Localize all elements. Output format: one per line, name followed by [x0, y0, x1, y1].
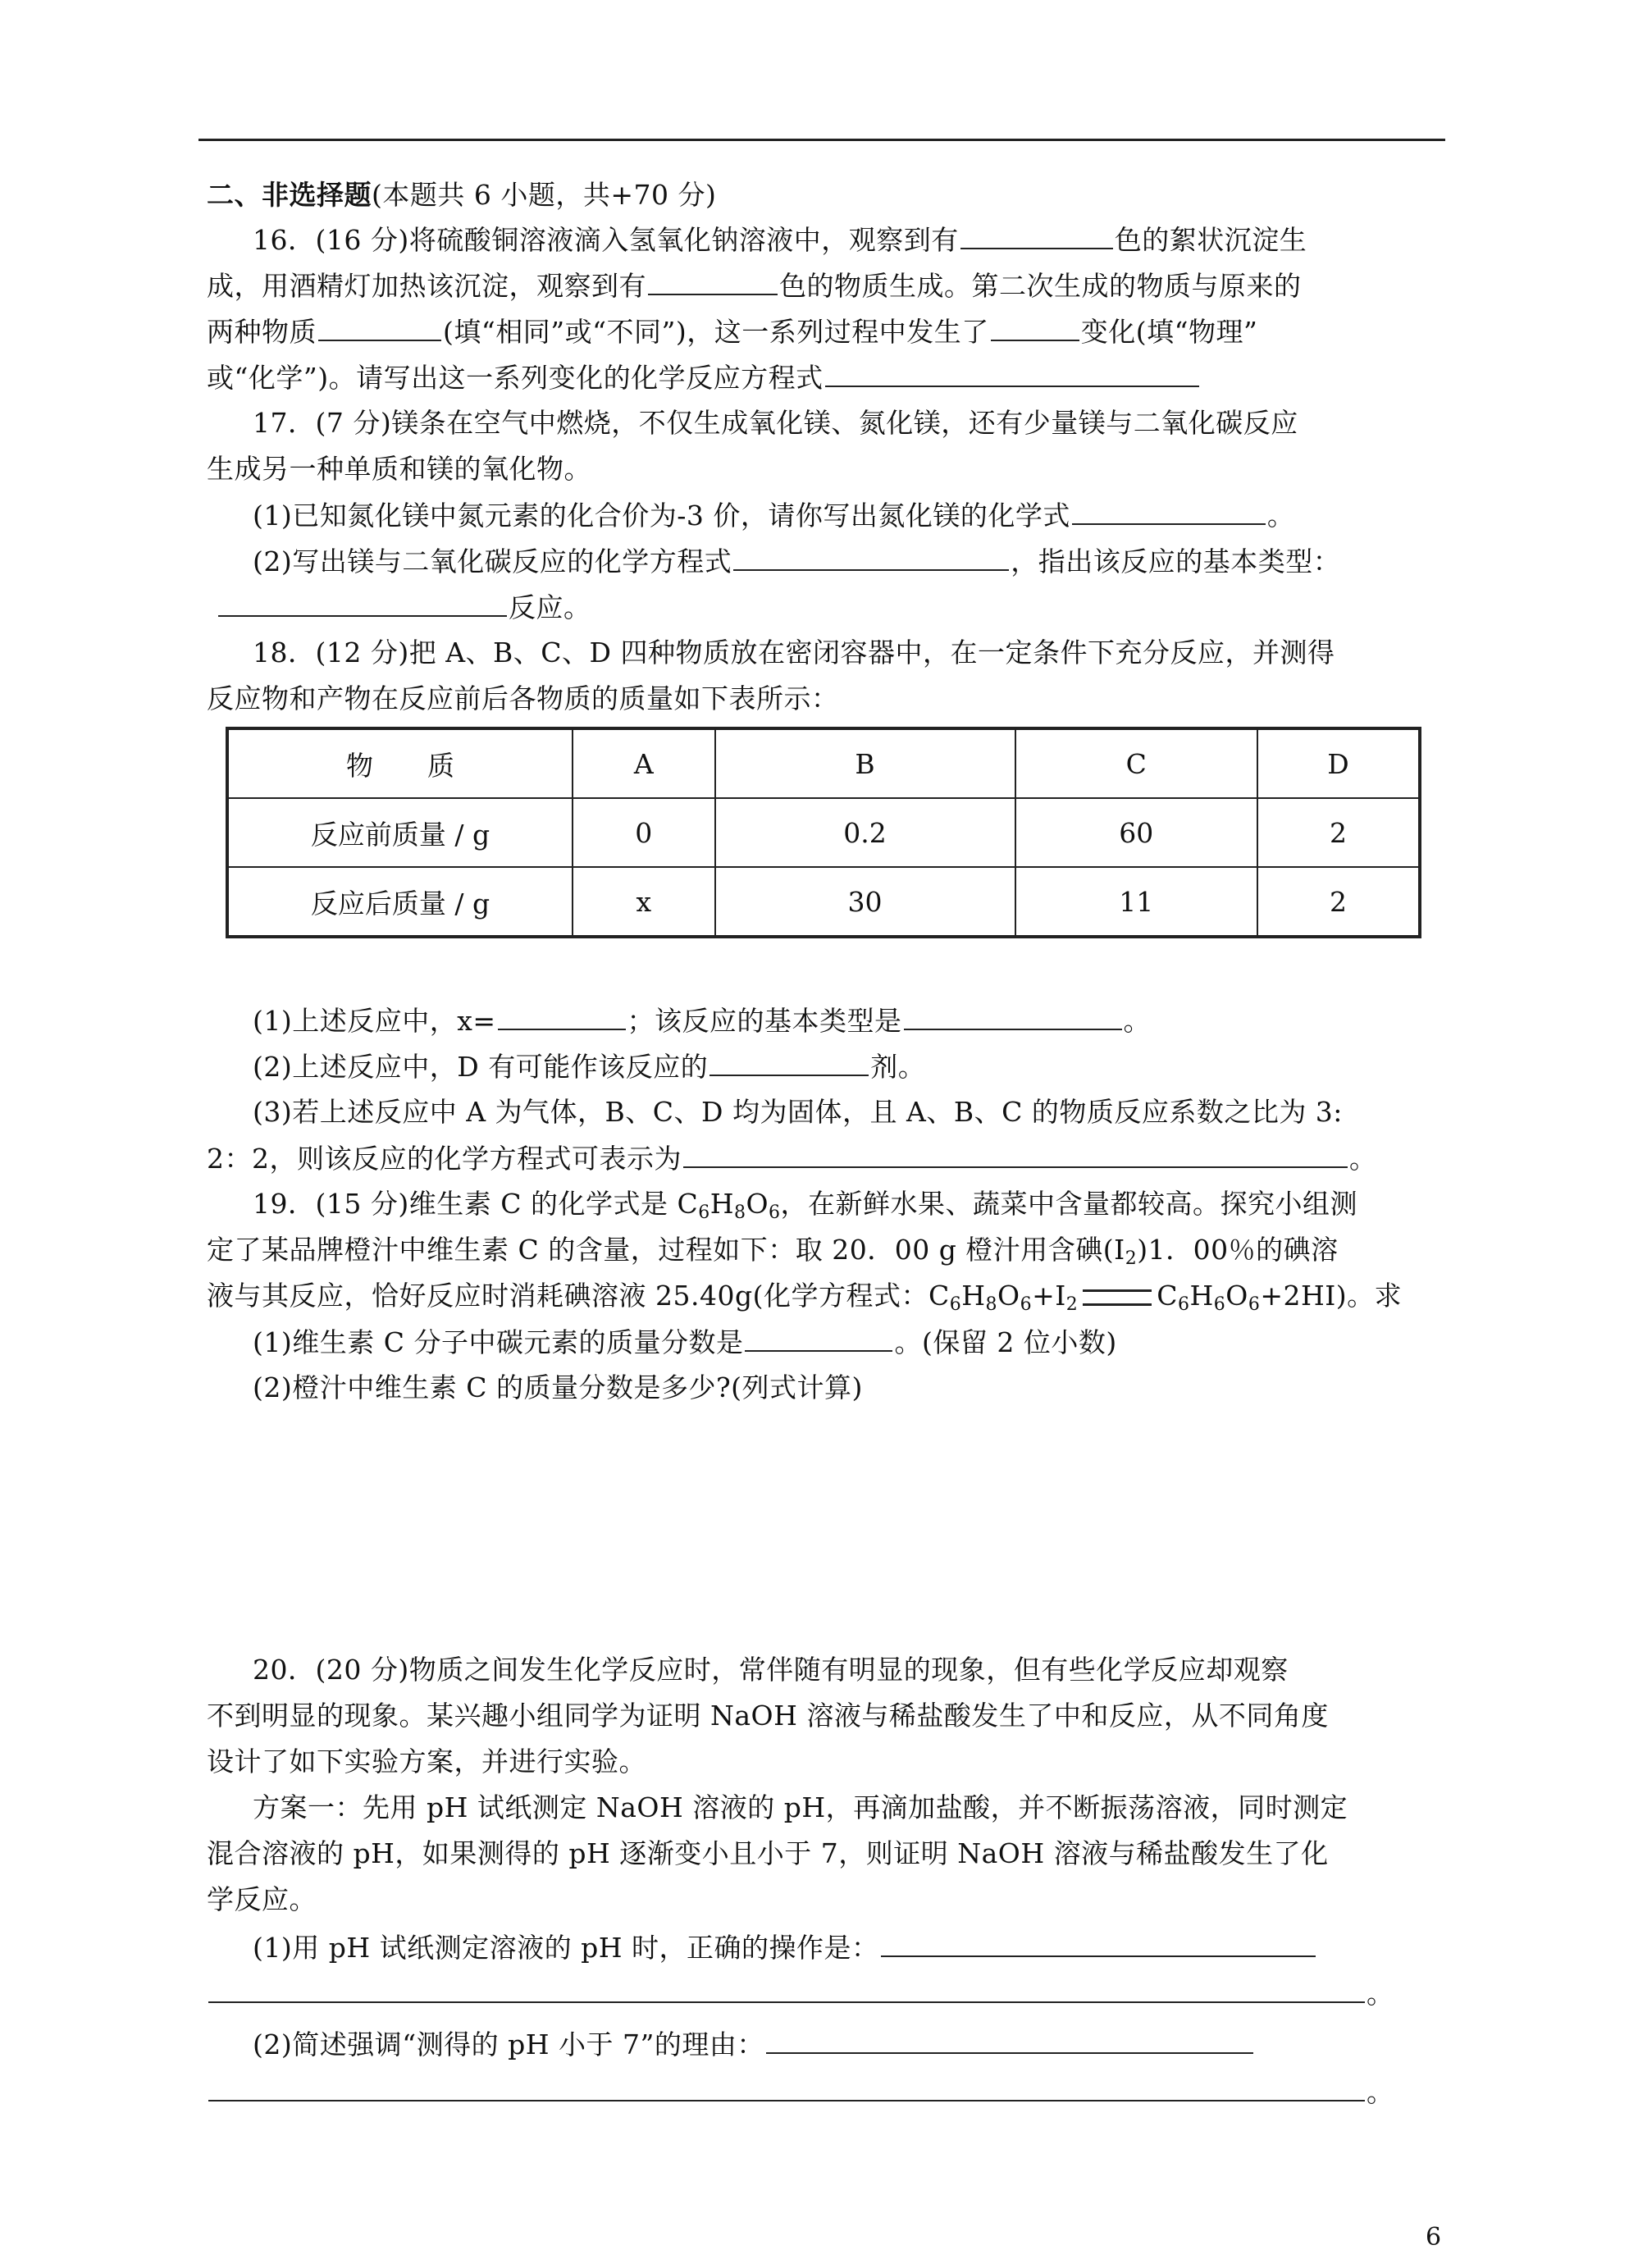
answer-blank[interactable] [208, 1977, 1365, 2003]
q16-text: 成，用酒精灯加热该沉淀，观察到有 [207, 270, 646, 302]
q18-part3: (3)若上述反应中 A 为气体，B、C、D 均为固体，且 A、B、C 的物质反应系数之比为 3: [253, 1096, 1343, 1128]
q19-text: O [746, 1188, 769, 1220]
q17-line1: 17．(7 分)镁条在空气中燃烧，不仅生成氧化镁、氮化镁，还有少量镁与二氧化碳反应 [253, 407, 1298, 439]
q20-line1: 20．(20 分)物质之间发生化学反应时，常伴随有明显的现象，但有些化学反应却观察 [253, 1654, 1289, 1686]
q17-part2 [253, 545, 1340, 578]
q19-text: +2HI)。求 [1260, 1280, 1403, 1312]
table-row [227, 728, 1420, 798]
q16-text: 16．(16 分)将硫酸铜溶液滴入氢氧化钠溶液中，观察到有 [253, 224, 959, 256]
subscript: 2 [1065, 1294, 1079, 1315]
answer-blank[interactable] [766, 2028, 1253, 2054]
subscript: 2 [1125, 1248, 1138, 1269]
q20-line3: 设计了如下实验方案，并进行实验。 [207, 1745, 646, 1777]
q20-scheme1-line2: 混合溶液的 pH，如果测得的 pH 逐渐变小且小于 7，则证明 NaOH 溶液与稀盐酸发生了化 [207, 1837, 1329, 1869]
answer-blank[interactable] [904, 1004, 1122, 1030]
q18-part2 [253, 1050, 925, 1084]
table-cell: 60 [1015, 798, 1258, 867]
section-note: (本题共 6 小题，共+70 分) [372, 179, 717, 211]
q18-line1: 18．(12 分)把 A、B、C、D 四种物质放在密闭容器中，在一定条件下充分反应，并测得 [253, 637, 1335, 669]
q20-part1 [253, 1931, 1317, 1965]
answer-blank[interactable] [498, 1004, 626, 1030]
q16-text: 色的物质生成。第二次生成的物质与原来的 [779, 270, 1302, 302]
q16-text: (填“相同”或“不同”)，这一系列过程中发生了 [443, 316, 989, 348]
section-heading-line [207, 179, 716, 212]
table-cell: B [715, 728, 1015, 798]
q16-line2 [207, 269, 1302, 303]
q18-line2: 反应物和产物在反应前后各物质的质量如下表所示： [207, 682, 839, 714]
table-cell: 反应前质量 / g [227, 798, 573, 867]
answer-blank[interactable] [218, 591, 507, 617]
q17-line2: 生成另一种单质和镁的氧化物。 [207, 453, 591, 485]
q19-text: 19．(15 分)维生素 C 的化学式是 C [253, 1188, 699, 1220]
table-cell: 11 [1015, 867, 1258, 937]
q16-text: 变化(填“物理” [1080, 316, 1258, 348]
answer-blank[interactable] [1072, 499, 1266, 525]
q16-line4 [207, 361, 1201, 395]
q20-text: (2)简述强调“测得的 pH 小于 7”的理由： [253, 2028, 764, 2060]
q18-part1 [253, 1004, 1151, 1038]
q17-text: (2)写出镁与二氧化碳反应的化学方程式 [253, 545, 732, 577]
q19-text: 定了某品牌橙汁中维生素 C 的含量，过程如下：取 20．00 g 橙汁用含碘(I [207, 1234, 1125, 1266]
answer-blank[interactable] [648, 269, 778, 295]
header-rule [198, 139, 1445, 141]
q17-part1 [253, 499, 1294, 532]
mass-table [226, 727, 1421, 938]
answer-blank[interactable] [881, 1931, 1316, 1957]
answer-blank[interactable] [745, 1326, 892, 1352]
q18-text: (2)上述反应中，D 有可能作该反应的 [253, 1051, 709, 1083]
q19-part2: (2)橙汁中维生素 C 的质量分数是多少?(列式计算) [253, 1371, 863, 1403]
table-cell: D [1257, 728, 1420, 798]
table-cell: 物 质 [227, 728, 573, 798]
q19-line1 [253, 1188, 1357, 1221]
q18-text: (1)上述反应中，x= [253, 1005, 496, 1037]
subscript: 6 [1178, 1294, 1190, 1315]
q19-text: H [961, 1280, 986, 1312]
q19-text: C [1157, 1280, 1178, 1312]
q19-line2 [207, 1234, 1339, 1269]
answer-blank[interactable] [825, 361, 1199, 387]
answer-blank[interactable] [709, 1050, 869, 1076]
q19-text: H [709, 1188, 734, 1220]
table-cell: 0.2 [715, 798, 1015, 867]
subscript: 6 [1213, 1294, 1226, 1315]
q20-text: 。 [1367, 1978, 1394, 2010]
q17-text: 反应。 [509, 591, 591, 623]
q20-part1-cont [207, 1977, 1394, 2010]
q18-text: 剂。 [870, 1051, 926, 1083]
q17-text: 。 [1266, 500, 1295, 532]
q16-text: 色的絮状沉淀生 [1114, 224, 1307, 256]
table-row [227, 867, 1420, 937]
q19-text: O [1225, 1280, 1248, 1312]
q16-text: 或“化学”)。请写出这一系列变化的化学反应方程式 [207, 362, 824, 394]
subscript: 8 [985, 1294, 997, 1315]
q20-line2: 不到明显的现象。某兴趣小组同学为证明 NaOH 溶液与稀盐酸发生了中和反应，从不同角度 [207, 1700, 1329, 1732]
subscript: 6 [769, 1202, 781, 1223]
q19-text: 。(保留 2 位小数) [894, 1326, 1117, 1358]
q17-text: (1)已知氮化镁中氮元素的化合价为-3 价，请你写出氮化镁的化学式 [253, 500, 1070, 532]
subscript: 6 [949, 1294, 962, 1315]
q17-text: ，指出该反应的基本类型： [1011, 545, 1341, 577]
answer-blank[interactable] [683, 1142, 1348, 1168]
table-row [227, 798, 1420, 867]
table-cell: 2 [1257, 798, 1420, 867]
q20-scheme1-line1: 方案一：先用 pH 试纸测定 NaOH 溶液的 pH，再滴加盐酸，并不断振荡溶液，同时测定 [253, 1791, 1348, 1823]
q18-text: 2：2，则该反应的化学方程式可表示为 [207, 1143, 682, 1175]
answer-blank[interactable] [733, 545, 1009, 571]
q19-line3 [207, 1280, 1403, 1315]
q18-text: ；该反应的基本类型是 [627, 1005, 902, 1037]
q16-line3 [207, 315, 1257, 349]
table-cell: A [573, 728, 715, 798]
table-cell: 反应后质量 / g [227, 867, 573, 937]
q19-text: O [997, 1280, 1020, 1312]
answer-blank[interactable] [991, 315, 1079, 341]
answer-blank[interactable] [960, 223, 1113, 249]
q19-text: 液与其反应，恰好反应时消耗碘溶液 25.40g(化学方程式：C [207, 1280, 950, 1312]
q19-text: +I [1032, 1280, 1066, 1312]
q20-text: 。 [1367, 2076, 1394, 2108]
table-cell: x [573, 867, 715, 937]
subscript: 6 [1248, 1294, 1261, 1315]
table-cell: 0 [573, 798, 715, 867]
q18-text: 。 [1349, 1143, 1377, 1175]
equals-sign-icon [1083, 1289, 1152, 1306]
q20-part2-cont [207, 2075, 1394, 2109]
subscript: 6 [698, 1202, 710, 1223]
q16-line1 [253, 223, 1307, 257]
q19-text: ，在新鲜水果、蔬菜中含量都较高。探究小组测 [780, 1188, 1358, 1220]
q18-part3-cont [207, 1142, 1377, 1175]
q19-text: H [1189, 1280, 1214, 1312]
q18-text: 。 [1123, 1005, 1152, 1037]
answer-blank[interactable] [208, 2075, 1365, 2101]
answer-blank[interactable] [318, 315, 441, 341]
q20-part2 [253, 2028, 1255, 2061]
q16-text: 两种物质 [207, 316, 317, 348]
q19-text: (1)维生素 C 分子中碳元素的质量分数是 [253, 1326, 744, 1358]
table-cell: C [1015, 728, 1258, 798]
subscript: 6 [1020, 1294, 1033, 1315]
table-cell: 30 [715, 867, 1015, 937]
table-cell: 2 [1257, 867, 1420, 937]
subscript: 8 [733, 1202, 746, 1223]
q19-text: )1．00％的碘溶 [1137, 1234, 1339, 1266]
q17-part2-cont [207, 591, 591, 624]
q19-part1 [253, 1326, 1117, 1359]
q20-scheme1-line3: 学反应。 [207, 1883, 317, 1915]
page-number: 6 [1426, 2223, 1442, 2252]
section-heading: 二、非选择题 [207, 179, 372, 211]
q20-text: (1)用 pH 试纸测定溶液的 pH 时，正确的操作是： [253, 1932, 879, 1964]
